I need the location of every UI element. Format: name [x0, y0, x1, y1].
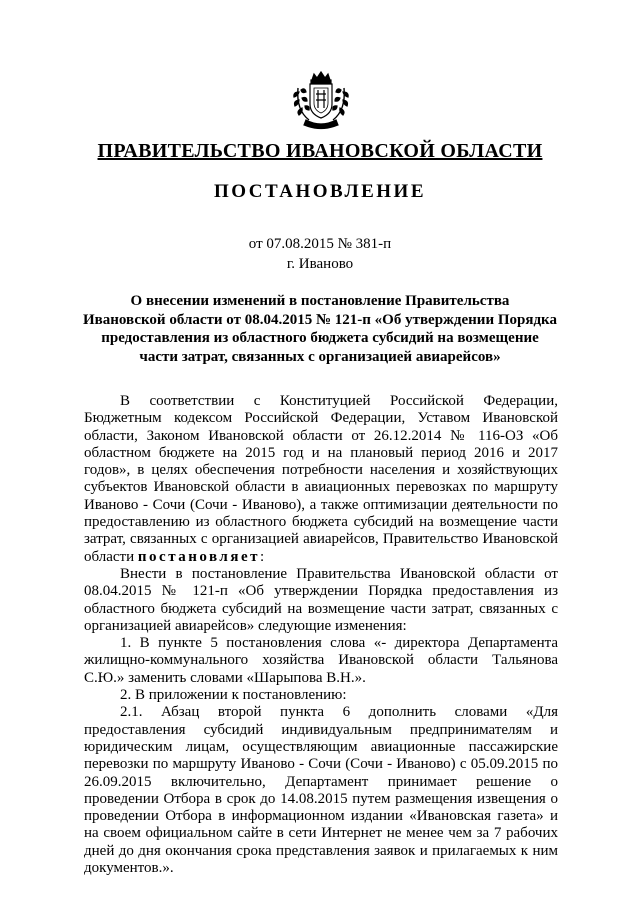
preamble-paragraph: [84, 393, 558, 566]
preamble-end: :: [260, 548, 265, 565]
document-body: [84, 393, 558, 877]
government-title: ПРАВИТЕЛЬСТВО ИВАНОВСКОЙ ОБЛАСТИ: [97, 140, 543, 162]
body-paragraph: Внести в постановление Правительства Ивановской области от 08.04.2015 № 121-п «Об утверждении Порядка предоставления из областного бюджета субсидий на возмещение части затрат, связанных с организацией авиарейсов» следующие изменения:: [84, 565, 558, 634]
body-paragraph: 2. В приложении к постановлению:: [120, 687, 347, 704]
document-subject: [70, 292, 570, 366]
subject-line: предоставления из областного бюджета субсидий на возмещение: [101, 330, 539, 346]
subject-line: части затрат, связанных с организацией авиарейсов»: [139, 348, 501, 365]
document-city: г. Иваново: [286, 256, 354, 272]
document-date-number: от 07.08.2015 № 381-п: [248, 236, 392, 252]
subject-line: Ивановской области от 08.04.2015 № 121-п «Об утверждении Порядка: [83, 311, 557, 328]
decree-word: постановляет: [137, 548, 260, 565]
body-paragraph: 2.1. Абзац второй пункта 6 дополнить словами «Для предоставления субсидий индивидуальным предпринимателям и юридическим лицам, осуществляющим авиационные пассажирские перевозки по маршруту Иваново - Сочи (Сочи - Иваново) с 05.09.2015 по 26.09.2015 включительно, Департамент принимает решение о проведении Отбора в срок до 14.08.2015 путем размещения извещения о проведении Отбора в информационном издании «Ивановская газета» и на своем официальном сайте в сети Интернет не менее чем за 7 рабочих дней до дня окончания срока представления заявок и прилагаемых к ним документов.».: [84, 704, 558, 877]
preamble-text: В соответствии с Конституцией Российской Федерации, Бюджетным кодексом Российской Федерации, Уставом Ивановской области, Законом Ивановской области от 26.12.2014 № 116-ОЗ «Об областном бюджете на 2015 год и на плановый период 2016 и 2017 годов», в целях обеспечения потребности населения и хозяйствующих субъектов Ивановской области в авиационных перевозках по маршруту Иваново - Сочи (Сочи - Иваново), а также оптимизации деятельности по предоставлению из областного бюджета субсидий на возмещение части затрат, связанных с организацией авиарейсов, Правительство Ивановской области: [84, 393, 558, 565]
coat-of-arms-icon: [290, 70, 352, 132]
subject-line: О внесении изменений в постановление Правительства: [130, 293, 510, 309]
body-paragraph: 1. В пункте 5 постановления слова «- директора Департамента жилищно-коммунального хозяйства Ивановской области Тальянова С.Ю.» заменить словами «Шарыпова В.Н.».: [84, 635, 558, 686]
document-type: ПОСТАНОВЛЕНИЕ: [213, 181, 427, 202]
